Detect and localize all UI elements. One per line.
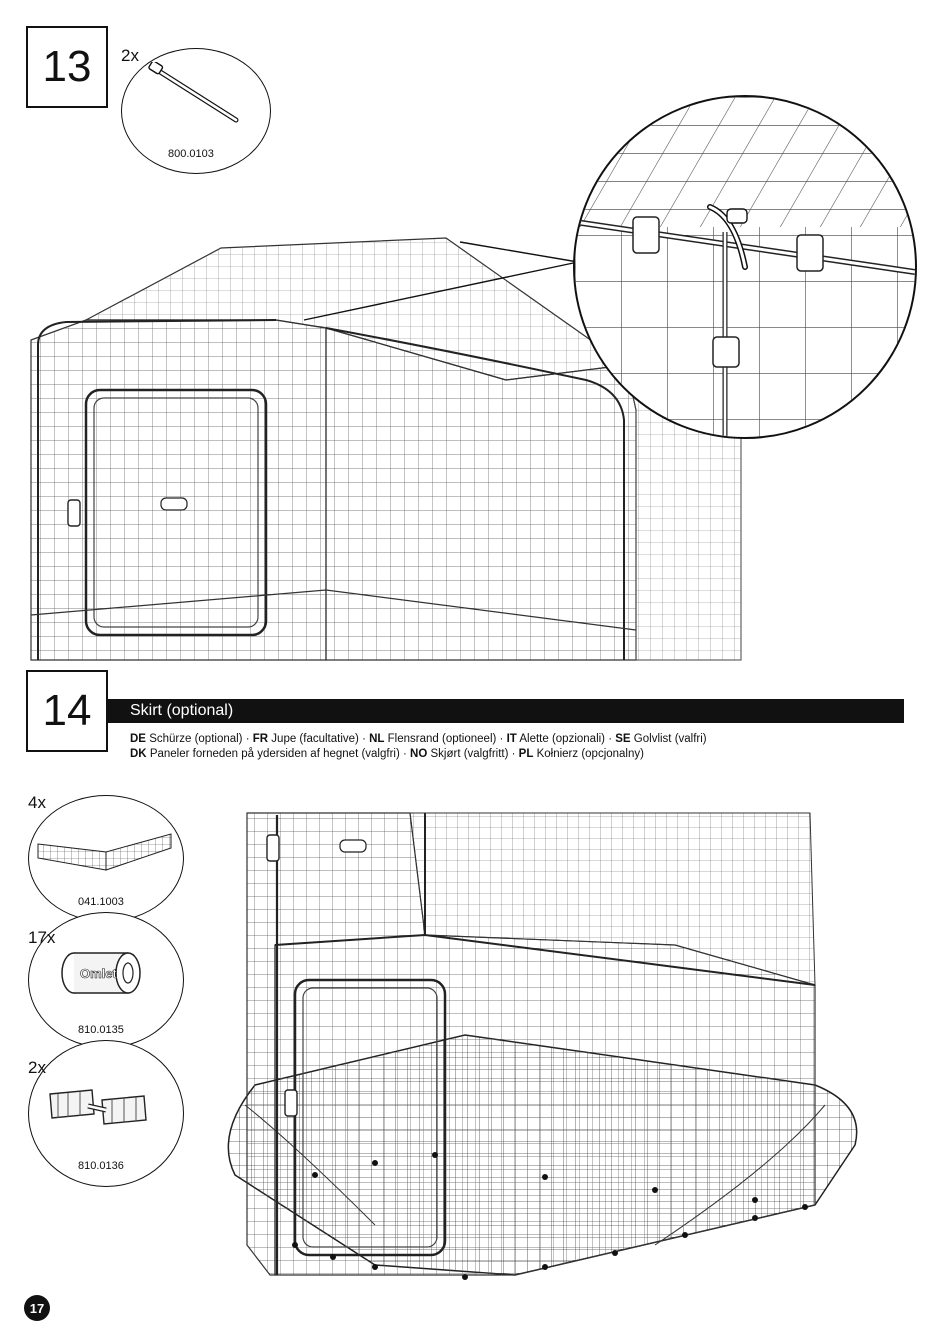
step-13-number-box xyxy=(26,26,108,108)
lang-text-se: Golvlist (valfri) xyxy=(633,733,707,745)
double-clip-icon xyxy=(44,1080,154,1140)
lang-code-de: DE xyxy=(130,733,146,745)
omlet-clip-part-number: 810.0135 xyxy=(78,1024,124,1036)
step-14-number: 14 xyxy=(42,686,92,735)
lang-text-pl: Kołnierz (opcjonalny) xyxy=(536,748,644,760)
lang-text-fr: Jupe (facultative) xyxy=(271,733,359,745)
step-14-number-box xyxy=(26,670,108,752)
translations-line-1: DE Schürze (optional) · FR Jupe (facultative) · NL Flensrand (optioneel) · IT Alette (opzionali) · SE Golvlist (valfri) xyxy=(130,733,707,745)
omlet-clip-icon xyxy=(58,945,148,1005)
lang-code-se: SE xyxy=(615,733,631,745)
lang-text-nl: Flensrand (optioneel) xyxy=(387,733,497,745)
lang-code-no: NO xyxy=(410,748,428,760)
lang-text-it: Alette (opzionali) xyxy=(519,733,606,745)
page-number-badge xyxy=(24,1295,50,1321)
lang-code-it: IT xyxy=(506,733,517,745)
lang-code-dk: DK xyxy=(130,748,147,760)
step-14-run-illustration xyxy=(215,805,880,1290)
lang-text-dk: Paneler forneden på ydersiden af hegnet (valgfri) xyxy=(149,748,400,760)
double-clip-quantity: 2x xyxy=(28,1058,46,1077)
skirt-panel-icon xyxy=(36,830,176,875)
step-13-zoom-lines xyxy=(300,230,590,340)
lang-text-no: Skjørt (valgfritt) xyxy=(430,748,509,760)
omlet-clip-quantity: 17x xyxy=(28,928,56,947)
step-13-number: 13 xyxy=(42,42,92,91)
step-13-detail-circle xyxy=(573,95,917,439)
step-14-title-bar xyxy=(108,699,904,723)
step-13-detail-mesh xyxy=(575,97,915,437)
double-clip-part-number: 810.0136 xyxy=(78,1160,124,1172)
lang-text-de: Schürze (optional) xyxy=(149,733,243,745)
step-13-part-number: 800.0103 xyxy=(168,148,214,160)
lang-code-fr: FR xyxy=(252,733,269,745)
cable-tie-icon xyxy=(148,62,244,132)
page-number: 17 xyxy=(29,1300,45,1316)
translations-line-2: DK Paneler forneden på ydersiden af hegnet (valgfri) · NO Skjørt (valgfritt) · PL Kołnierz (opcjonalny) xyxy=(130,748,644,760)
skirt-panel-quantity: 4x xyxy=(28,793,46,812)
lang-code-nl: NL xyxy=(369,733,385,745)
skirt-panel-part-number: 041.1003 xyxy=(78,896,124,908)
omlet-clip-logo: Omlet xyxy=(80,966,117,981)
step-13-part-quantity: 2x xyxy=(121,46,139,65)
lang-code-pl: PL xyxy=(518,748,534,760)
step-14-title: Skirt (optional) xyxy=(130,702,234,719)
